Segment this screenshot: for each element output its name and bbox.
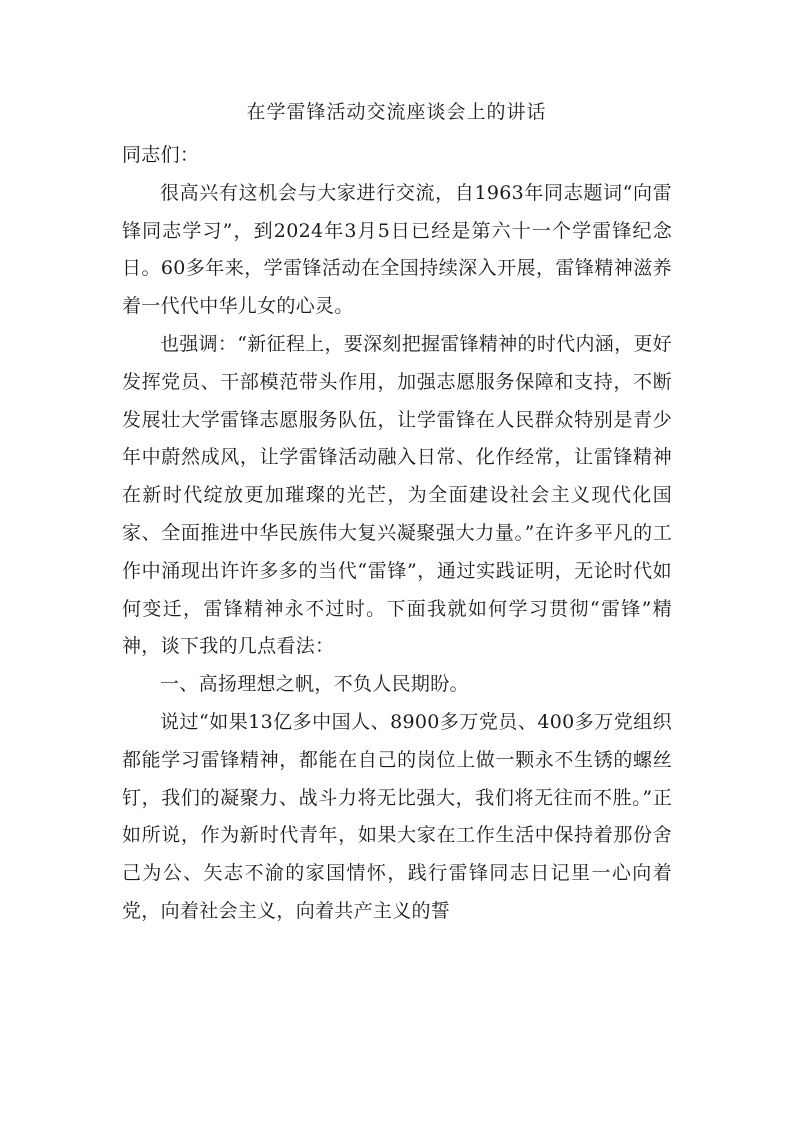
section-heading-1: 一、高扬理想之帆，不负人民期盼。 — [160, 673, 469, 696]
paragraph-quote: 也强调：“新征程上，要深刻把握雷锋精神的时代内涵，更好发挥党员、干部模范带头作用，加强志愿服务保障和支持，不断发展壮大学雷锋志愿服务队伍，让学雷锋在人民群众特别是青少年中蔚然成风，让学雷锋活动融入日常、化作经常，让雷锋精神在新时代绽放更加璀璨的光芒，为全面建设社会主义现代化国家、全面推进中华民族伟大复兴凝聚强大力量。”在许多平凡的工作中涌现出许许多多的当代“雷锋”，通过实践证明，无论时代如何变迁，雷锋精神永不过时。下面我就如何学习贯彻“雷锋”精神，谈下我的几点看法： — [122, 332, 672, 658]
paragraph-section-1: 说过“如果13亿多中国人、8900多万党员、400多万党组织都能学习雷锋精神，都能在自己的岗位上做一颗永不生锈的螺丝钉，我们的凝聚力、战斗力将无比强大，我们将无往而不胜。”正如所说，作为新时代青年，如果大家在工作生活中保持着那份舍己为公、矢志不渝的家国情怀，践行雷锋同志日记里一心向着党，向着社会主义，向着共产主义的誓 — [122, 710, 672, 922]
document-title: 在学雷锋活动交流座谈会上的讲话 — [246, 101, 547, 123]
document-body — [122, 137, 672, 931]
salutation: 同志们： — [122, 144, 200, 166]
paragraph-intro: 很高兴有这机会与大家进行交流，自1963年同志题词“向雷锋同志学习”，到2024年3月5日已经是第六十一个学雷锋纪念日。60多年来，学雷锋活动在全国持续深入开展，雷锋精神滋养着一代代中华儿女的心灵。 — [122, 181, 672, 318]
